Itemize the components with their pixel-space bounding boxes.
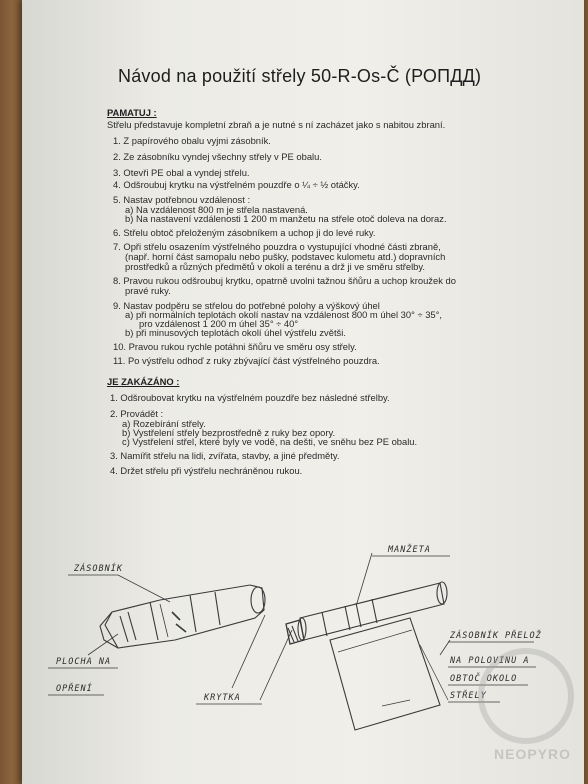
zakazano-subitem: b) Vystřelení střely bezprostředně z ruky bez opory. — [122, 427, 336, 438]
pamatuj-subitem-continued: pro vzdálenost 1 200 m úhel 35° ÷ 40° — [139, 318, 299, 329]
label-plocha-line1: PLOCHA NA — [56, 657, 112, 667]
zakazano-heading: JE ZAKÁZÁNO : — [107, 376, 180, 387]
label-prelozeny-line2: NA POLOVINU A — [450, 656, 530, 666]
pamatuj-item: 3. Otevři PE obal a vyndej střelu. — [113, 167, 250, 178]
pamatuj-subitem: a) Na vzdálenost 800 m je střela nastavená. — [125, 204, 308, 215]
pamatuj-item: 8. Pravou rukou odšroubuj krytku, opatrně uvolni tažnou šňůru a uchop kroužek do — [113, 275, 456, 286]
zakazano-subitem: a) Rozebírání střely. — [122, 418, 206, 429]
pamatuj-subitem: b) při minusových teplotách okolí úhel výstřelu zvětši. — [125, 327, 346, 338]
label-krytka: KRYTKA — [204, 693, 241, 703]
zakazano-item: 3. Namířit střelu na lidi, zvířata, stavby, a jiné předměty. — [110, 450, 340, 461]
watermark-logo — [478, 648, 574, 744]
pamatuj-item: 11. Po výstřelu odhoď z ruky zbývající část výstřelného pouzdra. — [113, 355, 380, 366]
pamatuj-item-continued: prostředků a různých předmětů v okolí a terénu a drž ji ve směru střelby. — [125, 261, 425, 272]
pamatuj-item: 10. Pravou rukou rychle potáhni šňůru ve směru osy střely. — [113, 341, 357, 352]
pamatuj-item-continued: (např. horní část samopalu nebo pušky, podstavec kulometu atd.) dopravních — [125, 251, 446, 262]
pamatuj-item: 6. Střelu obtoč přeloženým zásobníkem a uchop ji do levé ruky. — [113, 227, 376, 238]
label-prelozeny-line3: OBTOČ OKOLO — [450, 674, 518, 684]
pamatuj-subitem: b) Na nastavení vzdálenosti 1 200 m manžetu na střele otoč doleva na doraz. — [125, 213, 447, 224]
label-zasobnik: ZÁSOBNÍK — [74, 564, 123, 574]
zakazano-subitem: c) Vystřelení střel, které byly ve vodě, na dešti, ve sněhu bez PE obalu. — [122, 436, 418, 447]
zakazano-item: 4. Držet střelu při výstřelu nechráněnou rukou. — [110, 465, 303, 476]
pamatuj-item: 2. Ze zásobníku vyndej všechny střely v PE obalu. — [113, 151, 322, 162]
label-plocha-line2: OPŘENÍ — [56, 684, 93, 694]
pamatuj-item: 4. Odšroubuj krytku na výstřelném pouzdře o ¼ ÷ ½ otáčky. — [113, 179, 360, 190]
folded-magazine — [330, 618, 440, 730]
projectile-body-right — [300, 583, 444, 640]
zakazano-item: 2. Provádět : — [110, 408, 164, 419]
pamatuj-item-continued: pravé ruky. — [125, 285, 171, 296]
label-manzeta: MANŽETA — [388, 545, 431, 555]
pamatuj-item: 1. Z papírového obalu vyjmi zásobník. — [113, 135, 271, 146]
pamatuj-subitem: a) při normálních teplotách okolí nastav na vzdálenost 800 m úhel 30° ÷ 35°, — [125, 309, 442, 320]
label-prelozeny-line4: STŘELY — [450, 691, 487, 701]
watermark-text: NEOPYRO — [494, 746, 572, 762]
document-title: Návod na použití střely 50-R-Os-Č (РОПДД) — [118, 66, 482, 86]
pamatuj-item: 7. Opři střelu osazením výstřelného pouzdra o vystupující vhodné části zbraně, — [113, 241, 441, 252]
pamatuj-heading: PAMATUJ : — [107, 107, 157, 118]
zakazano-item: 1. Odšroubovat krytku na výstřelném pouzdře bez následné střelby. — [110, 392, 390, 403]
pamatuj-item: 5. Nastav potřebnou vzdálenost : — [113, 194, 251, 205]
label-prelozeny-line1: ZÁSOBNÍK PŘELOŽ — [450, 631, 542, 641]
pamatuj-item: 9. Nastav podpěru se střelou do potřebné polohy a výškový úhel — [113, 300, 380, 311]
pamatuj-intro: Střelu představuje kompletní zbraň a je nutné s ní zacházet jako s nabitou zbraní. — [107, 119, 446, 130]
